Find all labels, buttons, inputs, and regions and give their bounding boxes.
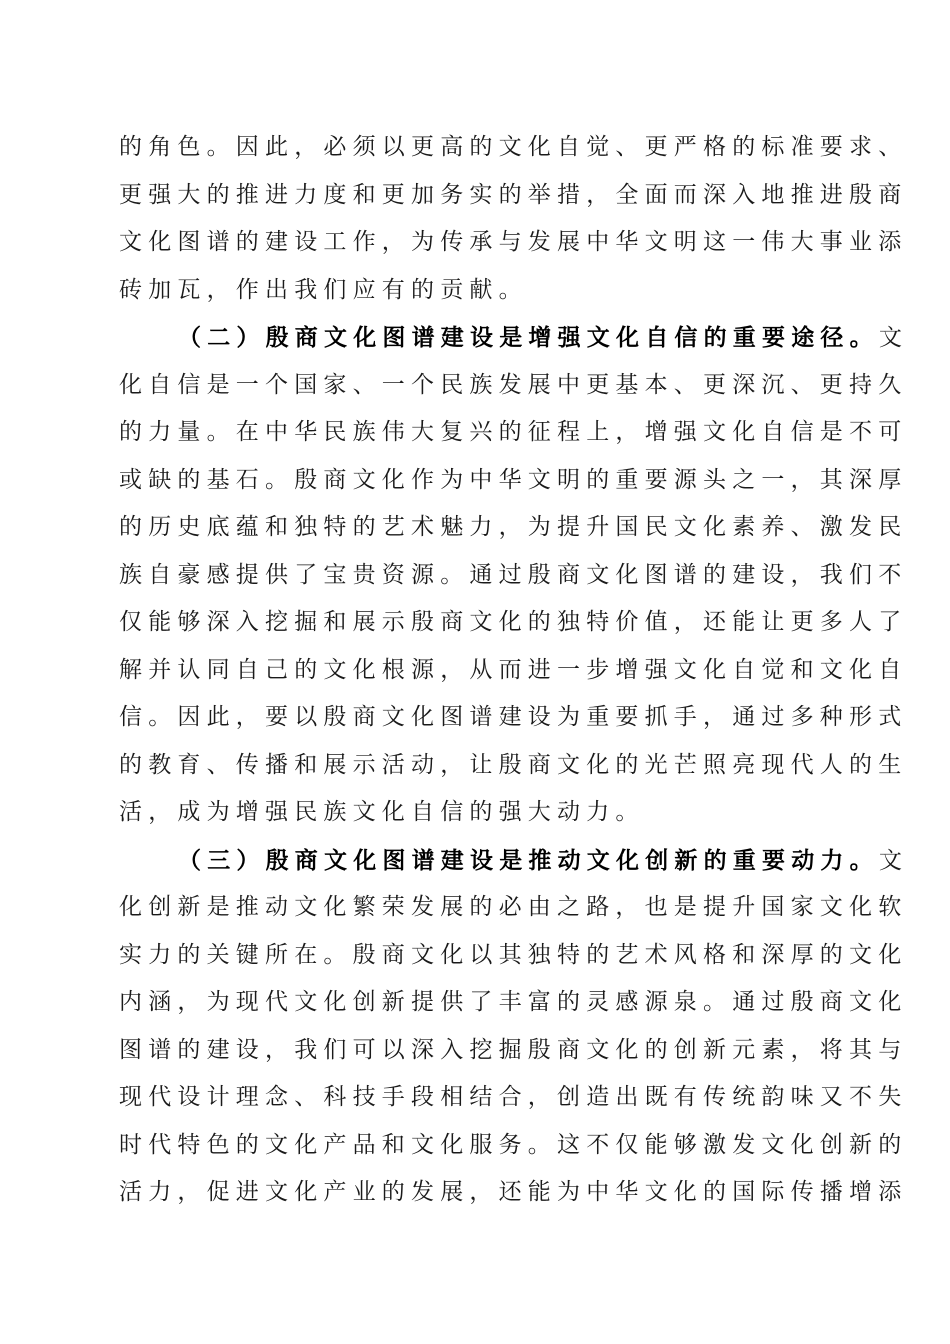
text-line: 化创新是推动文化繁荣发展的必由之路，也是提升国家文化软 [119, 894, 908, 920]
text-line: 文化图谱的建设工作，为传承与发展中华文明这一伟大事业添 [119, 229, 908, 255]
text-line: 解并认同自己的文化根源，从而进一步增强文化自觉和文化自 [119, 656, 908, 683]
text-line: 的历史底蕴和独特的艺术魅力，为提升国民文化素养、激发民 [119, 514, 908, 540]
text-line: 实力的关键所在。殷商文化以其独特的艺术风格和深厚的文化 [119, 941, 908, 968]
text-line: 砖加瓦，作出我们应有的贡献。 [119, 276, 528, 303]
text-line: 活力，促进文化产业的发展，还能为中华文化的国际传播增添 [119, 1179, 908, 1205]
text-line: 活，成为增强民族文化自信的强大动力。 [119, 799, 645, 825]
text-line: 时代特色的文化产品和文化服务。这不仅能够激发文化创新的 [119, 1131, 908, 1158]
body-text [119, 124, 909, 1217]
text-line: 的教育、传播和展示活动，让殷商文化的光芒照亮现代人的生 [119, 751, 908, 778]
text-line: 仅能够深入挖掘和展示殷商文化的独特价值，还能让更多人了 [119, 609, 908, 635]
section-heading-3: （三）殷商文化图谱建设是推动文化创新的重要动力。 [178, 846, 879, 874]
text-fragment: 文 [878, 325, 909, 351]
text-line: 更强大的推进力度和更加务实的举措，全面而深入地推进殷商 [119, 181, 908, 208]
text-line: 信。因此，要以殷商文化图谱建设为重要抓手，通过多种形式 [119, 704, 908, 730]
paragraph-2-first-line [119, 314, 909, 362]
section-heading-2: （二）殷商文化图谱建设是增强文化自信的重要途径。 [178, 324, 879, 351]
text-line: 或缺的基石。殷商文化作为中华文明的重要源头之一，其深厚 [119, 466, 908, 493]
text-line: 现代设计理念、科技手段相结合，创造出既有传统韵味又不失 [119, 1084, 908, 1110]
text-line: 图谱的建设，我们可以深入挖掘殷商文化的创新元素，将其与 [119, 1036, 908, 1063]
text-line: 化自信是一个国家、一个民族发展中更基本、更深沉、更持久 [119, 371, 908, 398]
text-fragment: 文 [878, 847, 909, 874]
text-line: 的角色。因此，必须以更高的文化自觉、更严格的标准要求、 [119, 134, 908, 160]
text-line: 的力量。在中华民族伟大复兴的征程上，增强文化自信是不可 [119, 419, 908, 445]
text-line: 族自豪感提供了宝贵资源。通过殷商文化图谱的建设，我们不 [119, 561, 908, 588]
text-line: 内涵，为现代文化创新提供了丰富的灵感源泉。通过殷商文化 [119, 989, 908, 1015]
paragraph-3-first-line [119, 837, 909, 885]
